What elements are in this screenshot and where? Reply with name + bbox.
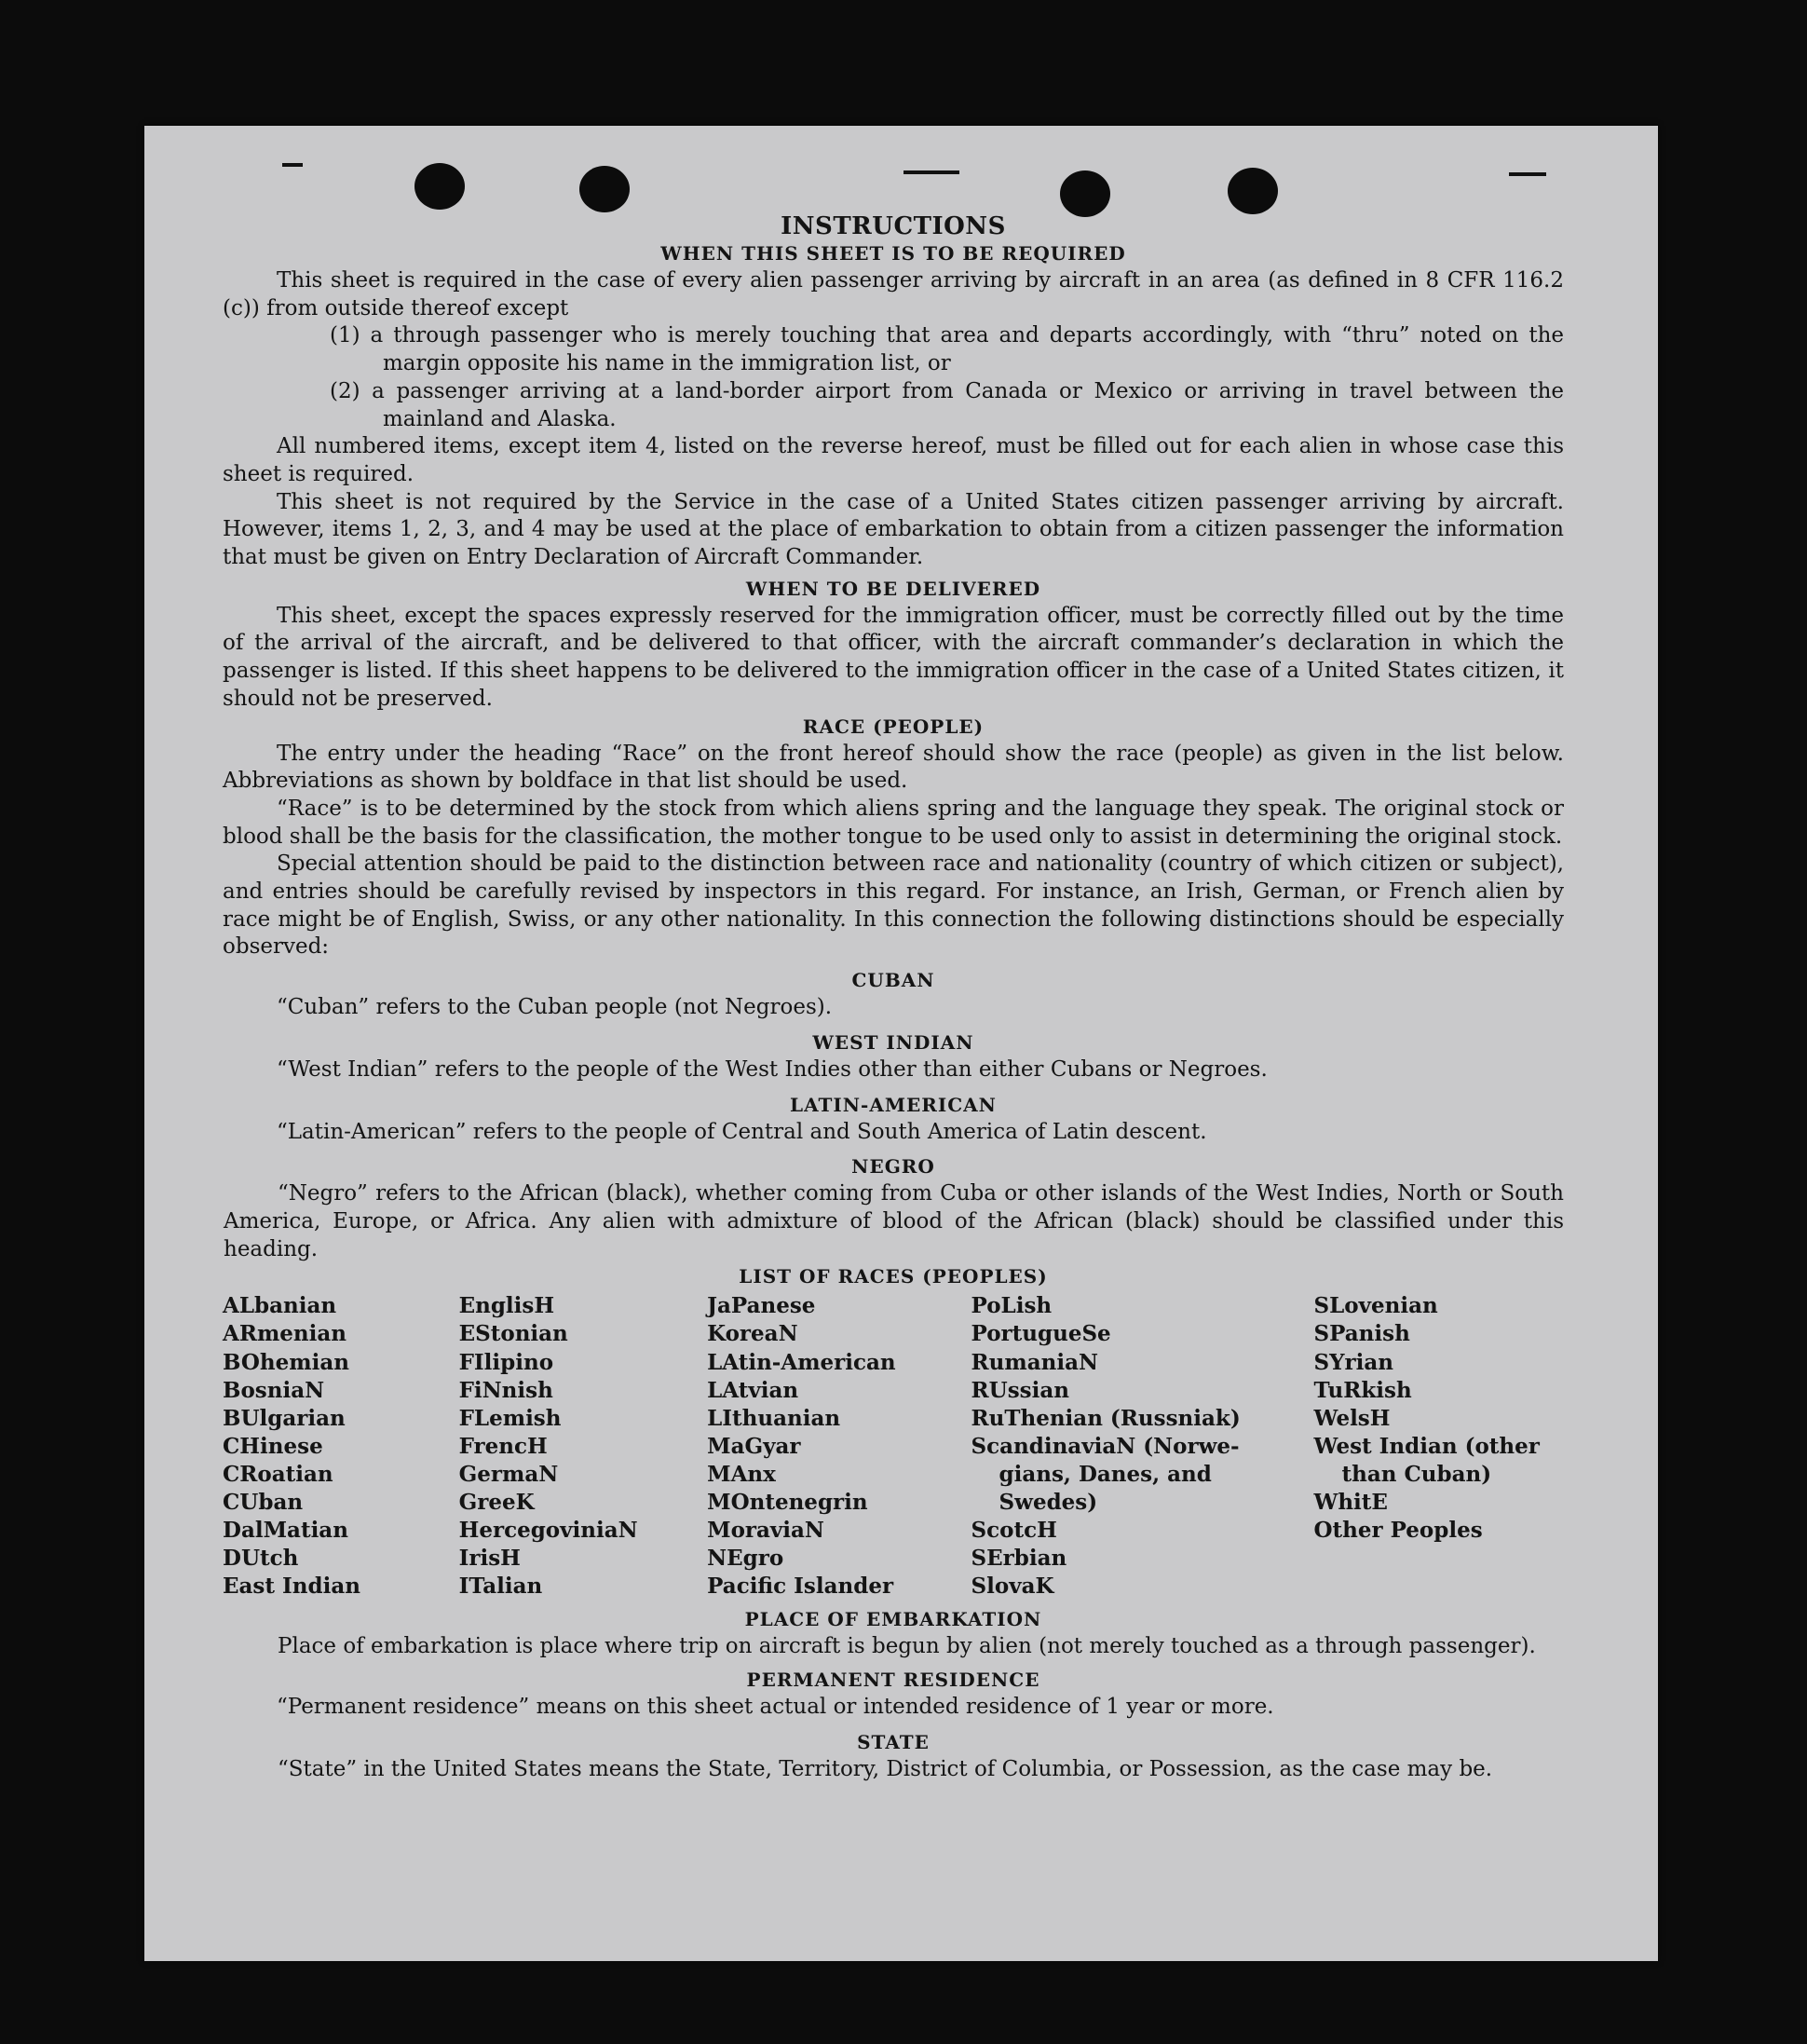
race-item: HercegoviniaN (458, 1518, 638, 1544)
race-item: WhitE (1313, 1490, 1388, 1516)
race-column (707, 1292, 971, 1601)
race-column (1313, 1292, 1564, 1601)
paragraph: Place of embarkation is place where trip on aircraft is begun by alien (not merely touched as a through passenger). (278, 1634, 1536, 1659)
paragraph: “Race” is to be determined by the stock from which aliens spring and the language they speak. The original stock or blood shall be the basis for the classification, the mother tongue to be used only to assist in determining the original stock. (223, 796, 1564, 849)
paragraph: Special attention should be paid to the distinction between race and nationality (country of which citizen or subject), and entries should be carefully revised by inspectors in this regard. For instance, an Irish, German, or French alien by race might be of English, Swiss, or any other nationality. In this connection the following distinctions should be especially observed: (223, 852, 1564, 960)
race-item: LIthuanian (707, 1405, 841, 1431)
list-item: (1) a through passenger who is merely touching that area and departs accordingly, with “thru” noted on the margin opposite his name in the immigration list, or (330, 323, 1564, 376)
paragraph: This sheet is required in the case of every alien passenger arriving by aircraft in an area (as defined in 8 CFR 116.2 (c)) from outside thereof except (223, 268, 1564, 320)
race-item: EnglisH (458, 1293, 555, 1319)
race-item: PoLish (971, 1293, 1053, 1319)
race-item: DalMatian (223, 1518, 348, 1544)
race-item: MAnx (707, 1461, 776, 1487)
race-item: FLemish (458, 1405, 562, 1431)
section-heading: CUBAN (851, 969, 935, 992)
race-item: gians, Danes, and (999, 1461, 1212, 1487)
section-heading: NEGRO (851, 1155, 935, 1179)
instructions-body (223, 212, 1564, 1784)
race-item: PortugueSe (971, 1321, 1111, 1347)
race-column (971, 1292, 1314, 1601)
race-item: East Indian (223, 1574, 360, 1600)
section-heading: RACE (PEOPLE) (802, 715, 985, 738)
race-item: GreeK (458, 1490, 535, 1516)
paragraph: “State” in the United States means the State, Territory, District of Columbia, or Possession, as the case may be. (278, 1756, 1493, 1781)
race-item: MoraviaN (707, 1518, 824, 1544)
race-item: BUlgarian (223, 1405, 346, 1431)
edge-mark (904, 170, 959, 174)
race-item: CHinese (223, 1433, 323, 1459)
race-item: Pacific Islander (707, 1574, 894, 1600)
race-item: ITalian (458, 1574, 543, 1600)
paragraph: “West Indian” refers to the people of the West Indies other than either Cubans or Negroes. (277, 1056, 1268, 1082)
paragraph: This sheet is not required by the Service in the case of a United States citizen passenger arriving by aircraft. However, items 1, 2, 3, and 4 may be used at the place of embarkation to obtain from a citizen passenger the information that must be given on Entry Declaration of Aircraft Commander. (223, 489, 1564, 570)
section-heading: WEST INDIAN (812, 1030, 974, 1054)
paragraph: This sheet, except the spaces expressly reserved for the immigration officer, must be correctly filled out by the time of the arrival of the aircraft, and be delivered to that officer, with the aircraft commander’s declaration in which the passenger is listed. If this sheet happens to be delivered to the immigration officer in the case of a United States citizen, it should not be preserved. (223, 603, 1564, 711)
race-item: CUban (223, 1490, 304, 1516)
race-item: ARmenian (223, 1321, 347, 1347)
punch-hole-2 (579, 166, 630, 212)
race-item: TuRkish (1313, 1377, 1412, 1403)
section-heading: PERMANENT RESIDENCE (746, 1669, 1040, 1692)
race-item: EStonian (458, 1321, 568, 1347)
page-title: INSTRUCTIONS (781, 212, 1006, 240)
race-item: NEgro (707, 1546, 784, 1572)
race-item: MOntenegrin (707, 1490, 868, 1516)
punch-hole-1 (414, 163, 465, 210)
list-item: (2) a passenger arriving at a land-border airport from Canada or Mexico or arriving in travel between the mainland and Alaska. (330, 378, 1564, 431)
edge-mark (282, 163, 303, 167)
race-item: GermaN (458, 1461, 559, 1487)
race-item: West Indian (other (1313, 1433, 1540, 1459)
section-heading: LIST OF RACES (PEOPLES) (739, 1265, 1048, 1288)
race-item: FrencH (458, 1433, 548, 1459)
paragraph: The entry under the heading “Race” on the front hereof should show the race (people) as given in the list below. Abbreviations as shown by boldface in that list should be used. (223, 741, 1564, 794)
section-heading: WHEN THIS SHEET IS TO BE REQUIRED (660, 242, 1126, 265)
race-item: Swedes) (999, 1490, 1098, 1516)
race-item: Other Peoples (1313, 1518, 1483, 1544)
race-item: LAtvian (707, 1377, 799, 1403)
race-item: BOhemian (223, 1349, 349, 1375)
paragraph: “Negro” refers to the African (black), whether coming from Cuba or other islands of the West Indies, North or South America, Europe, or Africa. Any alien with admixture of blood of the African (black) should be classified under this heading. (224, 1181, 1564, 1261)
race-item: SErbian (971, 1546, 1067, 1572)
race-item: CRoatian (223, 1461, 333, 1487)
race-item: MaGyar (707, 1433, 801, 1459)
paragraph: “Latin-American” refers to the people of Central and South America of Latin descent. (277, 1119, 1207, 1144)
race-item: KoreaN (707, 1321, 798, 1347)
race-item: IrisH (458, 1546, 521, 1572)
race-item: WelsH (1313, 1405, 1391, 1431)
punch-hole-3 (1060, 170, 1110, 217)
race-item: ScotcH (971, 1518, 1057, 1544)
race-item: SlovaK (971, 1574, 1054, 1600)
race-item: ScandinaviaN (Norwe- (971, 1433, 1240, 1459)
race-item: FiNnish (458, 1377, 553, 1403)
edge-mark (1509, 172, 1546, 176)
section-heading: STATE (857, 1730, 930, 1753)
document-sheet (144, 126, 1658, 1961)
race-item: LAtin-American (707, 1349, 896, 1375)
race-list (223, 1292, 1564, 1601)
race-item: RumaniaN (971, 1349, 1098, 1375)
paragraph: All numbered items, except item 4, listed on the reverse hereof, must be filled out for each alien in whose case this sheet is required. (223, 434, 1564, 486)
section-heading: LATIN-AMERICAN (790, 1093, 997, 1116)
race-item: BosniaN (223, 1377, 325, 1403)
race-item: FIlipino (458, 1349, 554, 1375)
race-item: SLovenian (1313, 1293, 1438, 1319)
section-heading: PLACE OF EMBARKATION (744, 1608, 1042, 1631)
race-item: DUtch (223, 1546, 299, 1572)
punch-hole-4 (1228, 168, 1278, 214)
race-item: RuThenian (Russniak) (971, 1405, 1241, 1431)
race-item: SPanish (1313, 1321, 1410, 1347)
section-heading: WHEN TO BE DELIVERED (745, 577, 1041, 600)
race-item: SYrian (1313, 1349, 1393, 1375)
paragraph: “Permanent residence” means on this sheet actual or intended residence of 1 year or more. (277, 1695, 1274, 1720)
race-item: than Cuban) (1341, 1461, 1492, 1487)
paragraph: “Cuban” refers to the Cuban people (not Negroes). (277, 995, 833, 1020)
race-item: RUssian (971, 1377, 1069, 1403)
race-column (459, 1292, 708, 1601)
race-column (223, 1292, 459, 1601)
race-item: ALbanian (223, 1293, 337, 1319)
race-item: JaPanese (707, 1293, 816, 1319)
